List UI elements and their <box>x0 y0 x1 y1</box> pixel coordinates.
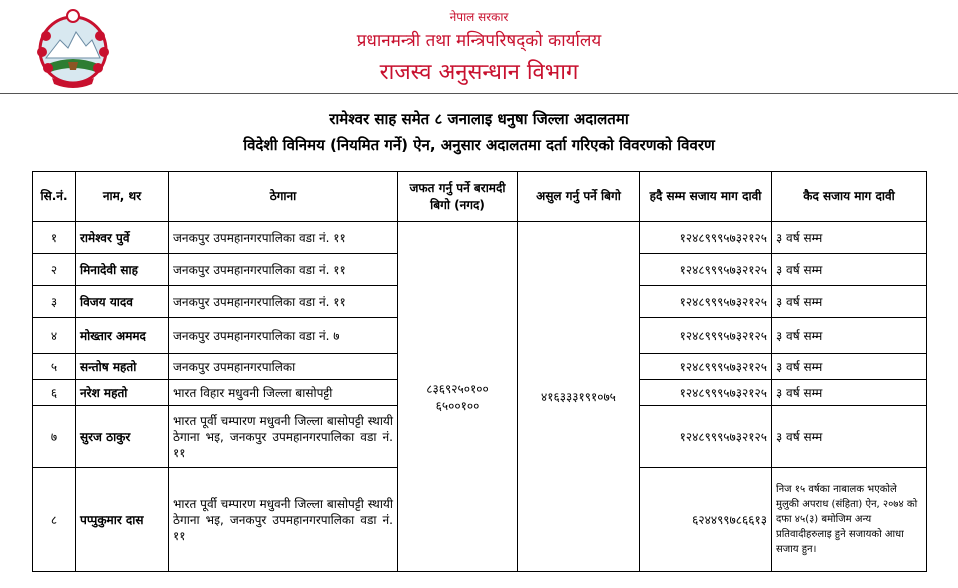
cell-name: नरेश महतो <box>76 380 169 406</box>
cell-name: विजय यादव <box>76 286 169 318</box>
cell-jail: ३ वर्ष सम्म <box>772 318 927 354</box>
document-title-line2: विदेशी विनिमय (नियमित गर्ने) ऐन, अनुसार अदालतमा दर्ता गरिएको विवरणको विवरण <box>243 136 715 154</box>
cell-sn: ८ <box>33 468 76 572</box>
cell-fine: १२४८९९९५७३२१२५ <box>640 354 772 380</box>
cell-fine: १२४८९९९५७३२१२५ <box>640 286 772 318</box>
header-line-government: नेपाल सरकार <box>449 10 509 24</box>
header-name: नाम, थर <box>76 172 169 222</box>
case-details-table <box>32 171 927 572</box>
cell-name: पप्पुकुमार दास <box>76 468 169 572</box>
header-sn: सि.नं. <box>33 172 76 222</box>
cell-fine: १२४८९९९५७३२१२५ <box>640 254 772 286</box>
cell-name: मोख्तार अममद <box>76 318 169 354</box>
cell-confiscate-amount <box>398 222 518 572</box>
cell-name: सुरज ठाकुर <box>76 406 169 468</box>
cell-sn: ४ <box>33 318 76 354</box>
header-line-office: प्रधानमन्त्री तथा मन्त्रिपरिषद्को कार्यालय <box>356 31 602 51</box>
cell-sn: १ <box>33 222 76 254</box>
cell-address: जनकपुर उपमहानगरपालिका <box>169 354 398 380</box>
document-title-line1: रामेश्वर साह समेत ८ जनालाइ धनुषा जिल्ला अदालतमा <box>329 110 629 128</box>
header-fine: हदै सम्म सजाय माग दावी <box>640 172 772 222</box>
letterhead <box>0 0 958 94</box>
cell-fine: १२४८९९९५७३२१२५ <box>640 222 772 254</box>
header-divider <box>0 93 958 94</box>
cell-jail: ३ वर्ष सम्म <box>772 254 927 286</box>
table-row <box>33 222 927 254</box>
cell-fine: ६२४४९९७८६६१३ <box>640 468 772 572</box>
cell-sn: ७ <box>33 406 76 468</box>
header-jail: कैद सजाय माग दावी <box>772 172 927 222</box>
cell-sn: ५ <box>33 354 76 380</box>
cell-address: भारत पूर्वी चम्पारण मधुवनी जिल्ला बासोपट्टी स्थायी ठेगाना भइ, जनकपुर उपमहानगरपालिका वडा नं. ११ <box>169 406 398 468</box>
cell-jail: ३ वर्ष सम्म <box>772 354 927 380</box>
cell-address: जनकपुर उपमहानगरपालिका वडा नं. ११ <box>169 286 398 318</box>
header-recover: असुल गर्नु पर्ने बिगो <box>518 172 640 222</box>
cell-address: भारत पूर्वी चम्पारण मधुवनी जिल्ला बासोपट्टी स्थायी ठेगाना भइ, जनकपुर उपमहानगरपालिका वडा नं. ११ <box>169 468 398 572</box>
confiscate-amount-line1: ८३६९२५०१०० <box>426 381 489 396</box>
header-address: ठेगाना <box>169 172 398 222</box>
cell-jail: निज १५ वर्षका नाबालक भएकोले मुलुकी अपराध (संहिता) ऐन, २०७४ को दफा ४५(३) बमोजिम अन्य प्रतिवादीहरुलाइ हुने सजायको आधा सजाय हुन। <box>772 468 927 572</box>
cell-sn: ३ <box>33 286 76 318</box>
cell-address: जनकपुर उपमहानगरपालिका वडा नं. ११ <box>169 254 398 286</box>
cell-sn: ६ <box>33 380 76 406</box>
cell-name: रामेश्वर पुर्वे <box>76 222 169 254</box>
cell-jail: ३ वर्ष सम्म <box>772 406 927 468</box>
cell-name: मिनादेवी साह <box>76 254 169 286</box>
confiscate-amount-line2: ६५००१०० <box>435 398 480 413</box>
cell-jail: ३ वर्ष सम्म <box>772 222 927 254</box>
cell-fine: १२४८९९९५७३२१२५ <box>640 318 772 354</box>
cell-jail: ३ वर्ष सम्म <box>772 286 927 318</box>
cell-address: भारत विहार मधुवनी जिल्ला बासोपट्टी <box>169 380 398 406</box>
cell-address: जनकपुर उपमहानगरपालिका वडा नं. ७ <box>169 318 398 354</box>
header-line-department: राजस्व अनुसन्धान विभाग <box>379 60 579 85</box>
cell-jail: ३ वर्ष सम्म <box>772 380 927 406</box>
cell-recover-amount: ४१६३३३१९१०७५ <box>518 222 640 572</box>
cell-fine: १२४८९९९५७३२१२५ <box>640 380 772 406</box>
header-confiscate: जफत गर्नु पर्ने बरामदी बिगो (नगद) <box>398 172 518 222</box>
cell-address: जनकपुर उपमहानगरपालिका वडा नं. ११ <box>169 222 398 254</box>
cell-sn: २ <box>33 254 76 286</box>
cell-name: सन्तोष महतो <box>76 354 169 380</box>
table-header-row <box>33 172 927 222</box>
cell-fine: १२४८९९९५७३२१२५ <box>640 406 772 468</box>
